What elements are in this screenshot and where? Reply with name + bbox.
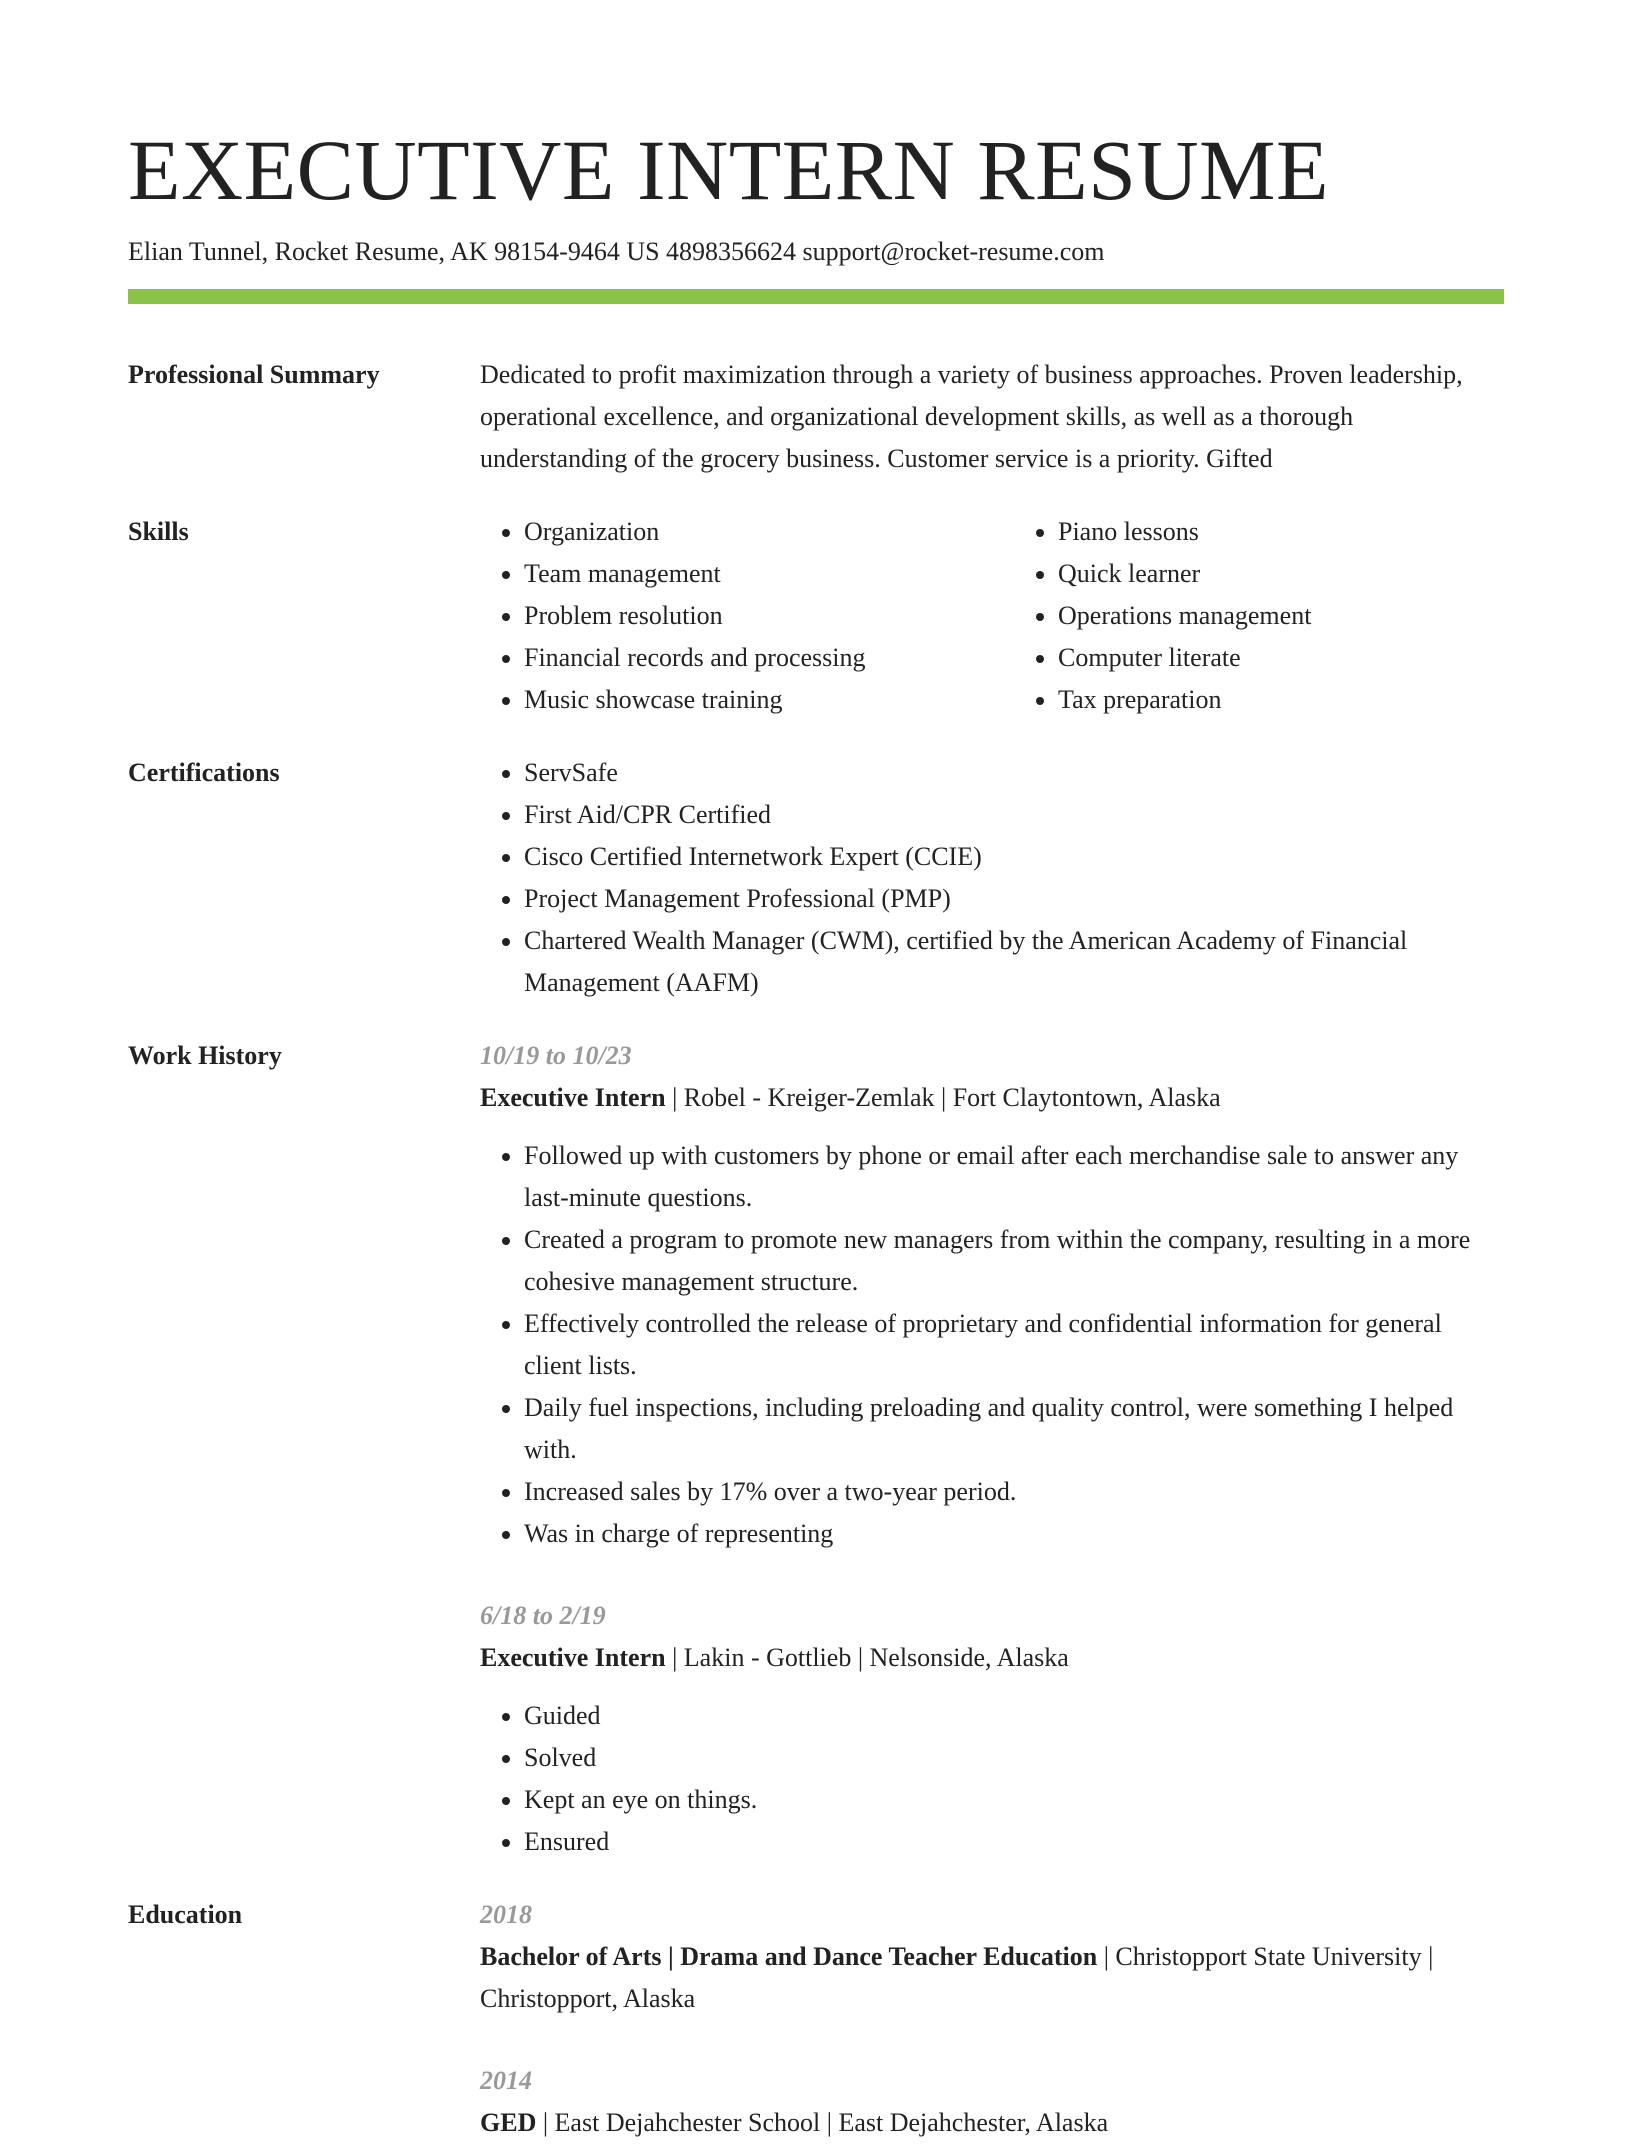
job-bullet: • Increased sales by 17% over a two-year period. [524, 1471, 1504, 1513]
section-label-skills: Skills [128, 517, 189, 546]
job-entry [480, 1595, 1504, 1863]
job-details: | Robel - Kreiger-Zemlak | Fort Claytontown, Alaska [665, 1083, 1221, 1112]
skill-item: • Team management [524, 553, 970, 595]
education-degree: Bachelor of Arts | Drama and Dance Teacher Education [480, 1942, 1098, 1971]
contact-line: Elian Tunnel, Rocket Resume, AK 98154-9464 US 4898356624 support@rocket-resume.com [128, 237, 1105, 266]
skill-item: • Computer literate [1058, 637, 1504, 679]
accent-divider [128, 289, 1504, 304]
job-bullet: • Daily fuel inspections, including preloading and quality control, were something I helped with. [524, 1387, 1504, 1471]
job-bullet: • Effectively controlled the release of proprietary and confidential information for general client lists. [524, 1303, 1504, 1387]
resume-page [128, 118, 1504, 2144]
certification-item: • Chartered Wealth Manager (CWM), certified by the American Academy of Financial Management (AAFM) [524, 920, 1504, 1004]
job-bullet: • Guided [524, 1695, 1504, 1737]
work-history-section [128, 1035, 1504, 1863]
job-heading [480, 1077, 1504, 1119]
skills-list-right [1014, 511, 1504, 721]
skills-section [128, 511, 1504, 721]
section-label-summary: Professional Summary [128, 360, 380, 389]
education-heading [480, 2102, 1504, 2144]
job-entry [480, 1035, 1504, 1555]
education-degree: GED [480, 2108, 537, 2137]
job-bullet: • Ensured [524, 1821, 1504, 1863]
education-details: | East Dejahchester School | East Dejahchester, Alaska [536, 2108, 1109, 2137]
section-label-certifications: Certifications [128, 758, 280, 787]
job-dates: 10/19 to 10/23 [480, 1041, 632, 1070]
certifications-section [128, 752, 1504, 1004]
certification-item: • First Aid/CPR Certified [524, 794, 1504, 836]
education-details: | Christopport State University | Christopport, Alaska [480, 1942, 1434, 2013]
skill-item: • Problem resolution [524, 595, 970, 637]
education-entry [480, 2060, 1504, 2144]
job-heading [480, 1637, 1504, 1679]
summary-text: Dedicated to profit maximization through a variety of business approaches. Proven leadership, operational excellence, and organizational development skills, as well as a thorough understanding of the grocery business. Customer service is a priority. Gifted [480, 360, 1463, 473]
job-bullet: • Was in charge of representing [524, 1513, 1504, 1555]
job-bullet: • Created a program to promote new managers from within the company, resulting in a more cohesive management structure. [524, 1219, 1504, 1303]
summary-section [128, 354, 1504, 480]
job-title: Executive Intern [480, 1643, 666, 1672]
skill-item: • Music showcase training [524, 679, 970, 721]
job-details: | Lakin - Gottlieb | Nelsonside, Alaska [665, 1643, 1069, 1672]
education-entry [480, 1894, 1504, 2020]
section-label-education: Education [128, 1900, 243, 1929]
education-heading [480, 1936, 1504, 2020]
job-bullet: • Solved [524, 1737, 1504, 1779]
skill-item: • Tax preparation [1058, 679, 1504, 721]
job-bullet: • Followed up with customers by phone or email after each merchandise sale to answer any last-minute questions. [524, 1135, 1504, 1219]
certifications-list [480, 752, 1504, 1004]
resume-title: EXECUTIVE INTERN RESUME [128, 122, 1330, 218]
job-bullets [480, 1695, 1504, 1863]
job-bullet: • Kept an eye on things. [524, 1779, 1504, 1821]
certification-item: • Project Management Professional (PMP) [524, 878, 1504, 920]
skill-item: • Quick learner [1058, 553, 1504, 595]
certification-item: • ServSafe [524, 752, 1504, 794]
education-year: 2014 [480, 2066, 532, 2095]
skill-item: • Operations management [1058, 595, 1504, 637]
skill-item: • Financial records and processing [524, 637, 970, 679]
education-year: 2018 [480, 1900, 532, 1929]
job-dates: 6/18 to 2/19 [480, 1601, 606, 1630]
skills-list-left [480, 511, 970, 721]
section-label-work-history: Work History [128, 1041, 282, 1070]
job-bullets [480, 1135, 1504, 1555]
certification-item: • Cisco Certified Internetwork Expert (CCIE) [524, 836, 1504, 878]
skill-item: • Piano lessons [1058, 511, 1504, 553]
skill-item: • Organization [524, 511, 970, 553]
job-title: Executive Intern [480, 1083, 666, 1112]
education-section [128, 1894, 1504, 2144]
